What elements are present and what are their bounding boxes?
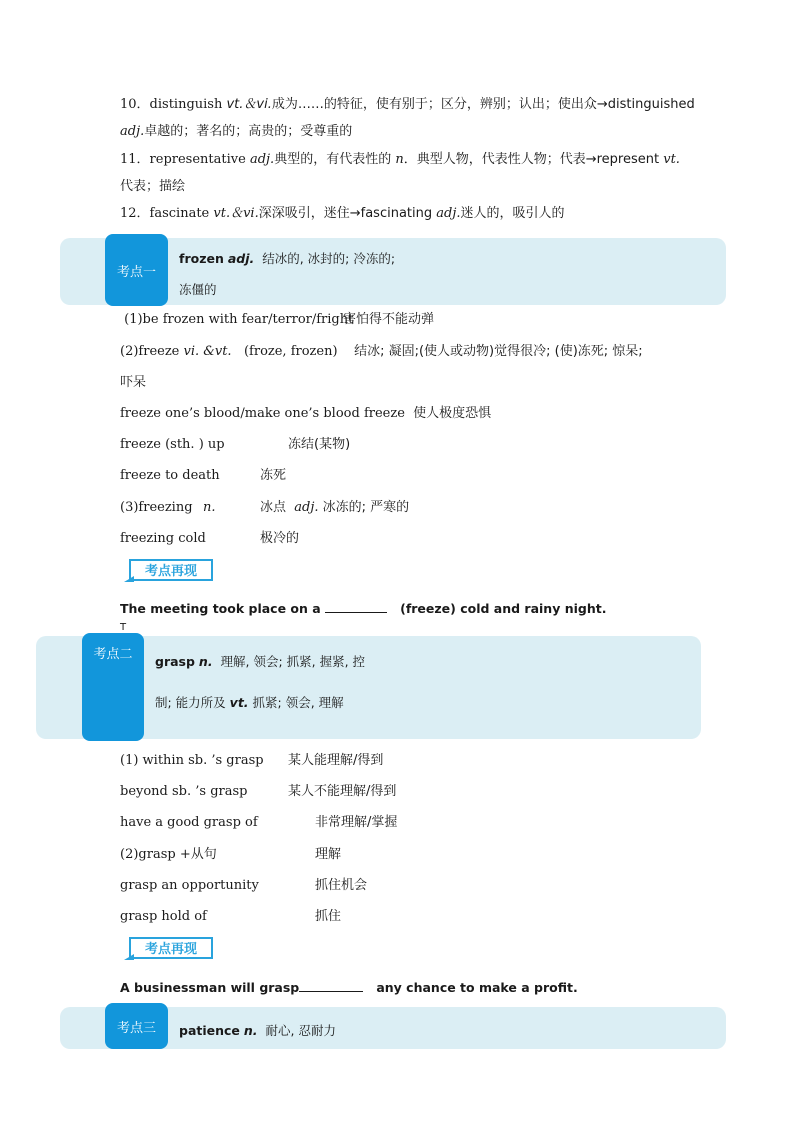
phrase-good-grasp-zh: 非常理解/掌握	[315, 815, 398, 830]
point-2-gloss-line-2: 制; 能力所及 vt. 抓紧; 领会, 理解	[155, 695, 344, 710]
point-3-gloss: patience n. 耐心, 忍耐力	[179, 1023, 336, 1038]
phrase-frozen-with-fear: (1)be frozen with fear/terror/fright	[124, 312, 354, 327]
freezing-pos: n.	[203, 500, 216, 515]
item-11-line-1: 11．representative adj.典型的，有代表性的 n．典型人物，代表性人物；代表→represent vt.	[120, 152, 680, 167]
phrase-grasp-opportunity-zh: 抓住机会	[315, 878, 368, 893]
freezing-en: (3)freezing	[120, 500, 193, 515]
question-1: The meeting took place on a (freeze) cold and rainy night.	[120, 601, 607, 616]
phrase-good-grasp: have a good grasp of	[120, 815, 258, 830]
item-10-line-1: 10．distinguish vt.＆vi.成为……的特征，使有别于；区分，辨别；认出；使出众→distinguished	[120, 97, 695, 112]
point-1-gloss-line-1: frozen adj. 结冰的, 冰封的; 冷冻的;	[179, 251, 396, 266]
stray-letter: T	[120, 622, 127, 633]
item-11-line-2: 代表；描绘	[120, 179, 186, 194]
item-12-line: 12．fascinate vt.＆vi.深深吸引，迷住→fascinating adj.迷人的，吸引人的	[120, 206, 565, 221]
review-badge-label: 考点再现	[144, 942, 198, 957]
phrase-freeze-up-zh: 冻结(某物)	[288, 437, 351, 452]
point-2-gloss-line-1: grasp n. 理解, 领会; 抓紧, 握紧, 控	[155, 654, 366, 669]
phrase-freezing-cold: freezing cold	[120, 531, 206, 546]
point-2-tab: 考点二	[82, 633, 144, 741]
phrase-within-grasp-zh: 某人能理解/得到	[288, 753, 384, 768]
phrase-freeze-to-death-zh: 冻死	[260, 468, 287, 483]
point-1-gloss-line-2: 冻僵的	[179, 282, 217, 297]
phrase-beyond-grasp: beyond sb. ’s grasp	[120, 784, 248, 799]
phrase-beyond-grasp-zh: 某人不能理解/得到	[288, 784, 397, 799]
phrase-within-grasp: (1) within sb. ’s grasp	[120, 753, 264, 768]
phrase-grasp-clause: (2)grasp +从句	[120, 847, 217, 862]
review-badge-icon	[120, 556, 214, 586]
phrase-freeze-to-death: freeze to death	[120, 468, 220, 483]
point-1-tab: 考点一	[105, 234, 168, 306]
freezing-zh: 冰点 adj. 冰冻的; 严寒的	[260, 500, 410, 515]
phrase-grasp-opportunity: grasp an opportunity	[120, 878, 259, 893]
phrase-grasp-hold: grasp hold of	[120, 909, 207, 924]
freeze-line-1: (2)freeze vi. &vt. (froze, frozen) 结冰; 凝固;(使人或动物)觉得很冷; (使)冻死; 惊呆;	[120, 344, 643, 359]
phrase-frozen-with-fear-zh: 害怕得不能动弹	[343, 312, 435, 327]
phrase-freeze-up: freeze (sth. ) up	[120, 437, 225, 452]
freeze-line-2: 吓呆	[120, 375, 147, 390]
answer-blank-1[interactable]	[325, 600, 387, 613]
phrase-freezing-cold-zh: 极冷的	[260, 531, 300, 546]
review-badge-icon	[120, 934, 214, 964]
review-badge-label: 考点再现	[144, 564, 198, 579]
item-10-line-2: adj.卓越的；著名的；高贵的；受尊重的	[120, 124, 353, 139]
phrase-freeze-blood: freeze one’s blood/make one’s blood freeze 使人极度恐惧	[120, 406, 492, 421]
answer-blank-2[interactable]	[299, 979, 363, 992]
question-2: A businessman will grasp any chance to make a profit.	[120, 980, 578, 995]
point-3-tab: 考点三	[105, 1003, 168, 1049]
phrase-grasp-clause-zh: 理解	[315, 847, 342, 862]
phrase-grasp-hold-zh: 抓住	[315, 909, 342, 924]
